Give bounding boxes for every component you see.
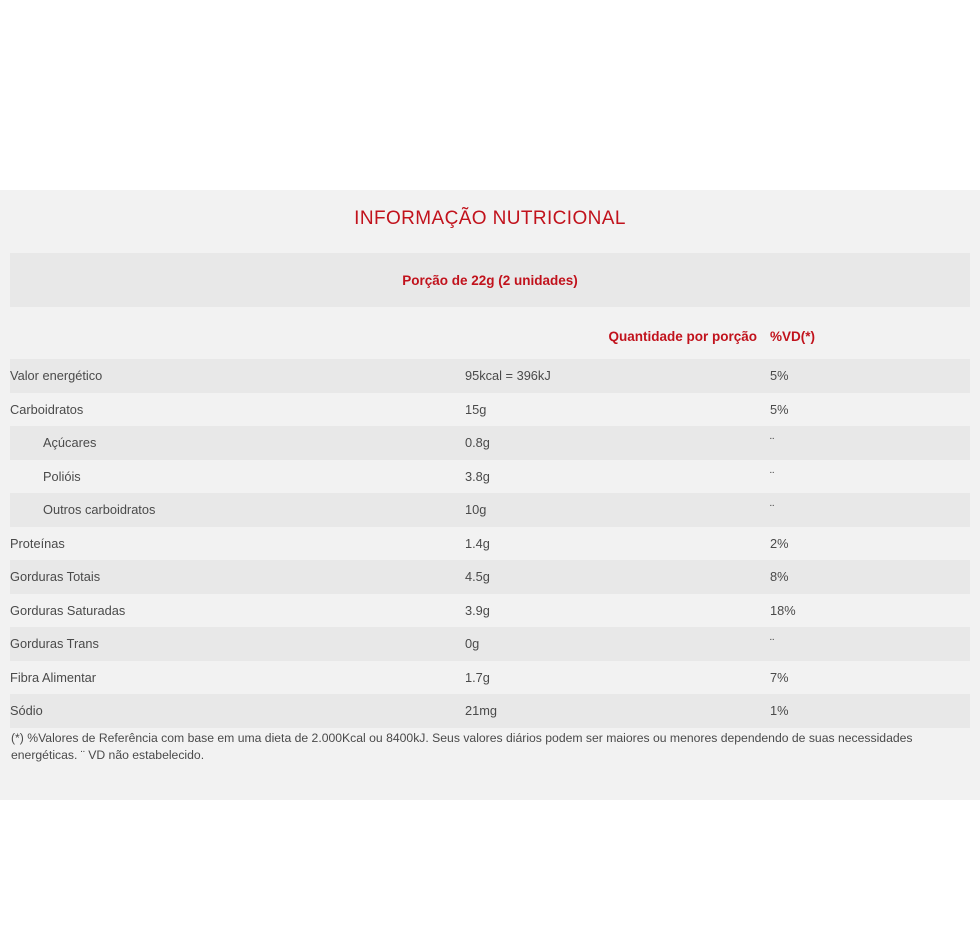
- portion-label: Porção de 22g (2 unidades): [10, 253, 970, 307]
- table-row: [10, 694, 970, 728]
- footnote: (*) %Valores de Referência com base em uma dieta de 2.000Kcal ou 8400kJ. Seus valores diários podem ser maiores ou menores dependendo de suas necessidades energéticas. ¨ VD não estabelecido.: [11, 731, 913, 762]
- row-vd: 18%: [770, 594, 970, 628]
- header-vd: [770, 307, 970, 359]
- row-quantity: 1.4g: [465, 527, 770, 561]
- table-row: [10, 359, 970, 393]
- table-row: [10, 493, 970, 527]
- row-quantity: 10g: [465, 493, 770, 527]
- row-quantity: 3.8g: [465, 460, 770, 494]
- header-vd-label: %VD(*): [770, 328, 816, 344]
- header-quantity-label: Quantidade por porção: [608, 328, 757, 344]
- portion-row: [10, 253, 970, 307]
- row-nutrient-name: Gorduras Saturadas: [10, 594, 465, 628]
- row-nutrient-name: Sódio: [10, 694, 465, 728]
- row-quantity: 3.9g: [465, 594, 770, 628]
- row-nutrient-name: Açúcares: [10, 426, 465, 460]
- row-quantity: 1.7g: [465, 661, 770, 695]
- row-quantity: 4.5g: [465, 560, 770, 594]
- row-vd: 8%: [770, 560, 970, 594]
- row-nutrient-name: Polióis: [10, 460, 465, 494]
- nutrition-table-wrapper: [10, 253, 970, 728]
- row-quantity: 0g: [465, 627, 770, 661]
- row-nutrient-name: Outros carboidratos: [10, 493, 465, 527]
- table-row: [10, 527, 970, 561]
- row-vd: 7%: [770, 661, 970, 695]
- row-nutrient-name: Gorduras Trans: [10, 627, 465, 661]
- table-row: [10, 627, 970, 661]
- row-nutrient-name: Carboidratos: [10, 393, 465, 427]
- row-quantity: 21mg: [465, 694, 770, 728]
- row-vd: ¨: [770, 493, 970, 527]
- table-row: [10, 426, 970, 460]
- nutrition-table-body: [10, 253, 970, 728]
- row-vd: 1%: [770, 694, 970, 728]
- table-row: [10, 594, 970, 628]
- row-quantity: 95kcal = 396kJ: [465, 359, 770, 393]
- table-row: [10, 560, 970, 594]
- row-nutrient-name: Valor energético: [10, 359, 465, 393]
- table-row: [10, 460, 970, 494]
- nutrition-table: [10, 253, 970, 728]
- row-nutrient-name: Gorduras Totais: [10, 560, 465, 594]
- header-quantity: [465, 307, 770, 359]
- row-vd: ¨: [770, 627, 970, 661]
- table-row: [10, 661, 970, 695]
- row-nutrient-name: Proteínas: [10, 527, 465, 561]
- row-quantity: 15g: [465, 393, 770, 427]
- row-nutrient-name: Fibra Alimentar: [10, 661, 465, 695]
- table-header-row: [10, 307, 970, 359]
- row-vd: ¨: [770, 426, 970, 460]
- row-vd: 2%: [770, 527, 970, 561]
- table-row: [10, 393, 970, 427]
- page-title: INFORMAÇÃO NUTRICIONAL: [354, 208, 626, 229]
- row-quantity: 0.8g: [465, 426, 770, 460]
- header-nutrient: [10, 307, 465, 359]
- row-vd: 5%: [770, 359, 970, 393]
- row-vd: 5%: [770, 393, 970, 427]
- row-vd: ¨: [770, 460, 970, 494]
